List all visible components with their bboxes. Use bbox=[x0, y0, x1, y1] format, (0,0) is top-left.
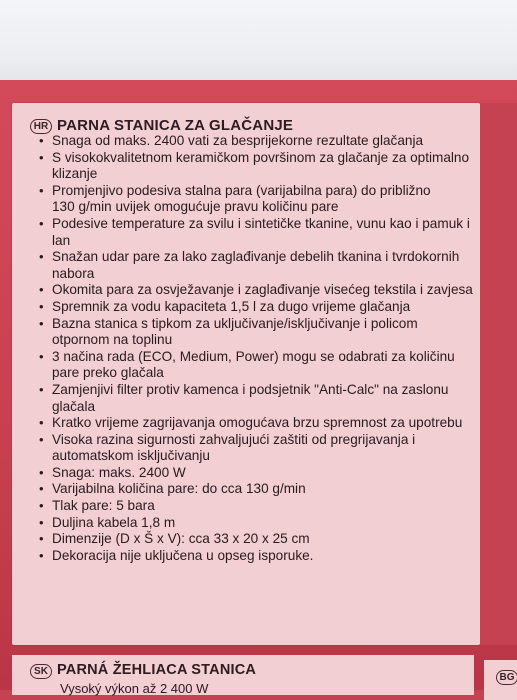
sk-section-title: PARNÁ ŽEHLIACA STANICA bbox=[57, 662, 257, 678]
list-item-line: pare preko glačala bbox=[52, 365, 164, 381]
list-item-line: lan bbox=[52, 232, 71, 248]
hr-language-badge: HR bbox=[30, 119, 52, 134]
bullet-icon: • bbox=[39, 215, 44, 231]
list-item-line: S visokokvalitetnom keramičkom površinom za glačanje za optimalno bbox=[52, 149, 470, 165]
bullet-icon: • bbox=[39, 531, 44, 547]
list-item bbox=[39, 498, 477, 515]
bullet-icon: • bbox=[39, 298, 44, 314]
list-item-line: Varijabilna količina pare: do cca 130 g/min bbox=[52, 481, 306, 497]
sk-language-badge: SK bbox=[30, 664, 52, 679]
list-item-line: automatskom isključivanju bbox=[52, 448, 210, 464]
list-item bbox=[39, 464, 477, 482]
list-item bbox=[39, 182, 477, 216]
list-item-line: Snaga: maks. 2400 W bbox=[52, 464, 186, 480]
red-divider-strip bbox=[480, 103, 517, 645]
list-item-line: Duljina kabela 1,8 m bbox=[52, 514, 176, 530]
list-item-line: 130 g/min uvijek omogućuje pravu količinu pare bbox=[52, 199, 339, 215]
hr-section-title: PARNA STANICA ZA GLAČANJE bbox=[57, 117, 294, 134]
list-item-line: Promjenjivo podesiva stalna para (varijabilna para) do približno bbox=[52, 182, 431, 198]
bullet-icon: • bbox=[39, 381, 44, 397]
list-item-line: Kratko vrijeme zagrijavanja omogućava brzu spremnost za upotrebu bbox=[52, 415, 463, 431]
bullet-icon: • bbox=[39, 282, 44, 298]
list-item-line: nabora bbox=[52, 265, 95, 281]
list-item bbox=[39, 298, 477, 316]
bullet-icon: • bbox=[39, 514, 44, 530]
list-item-line: Visoka razina sigurnosti zahvaljujući zaštiti od pregrijavanja i bbox=[52, 431, 416, 447]
list-item bbox=[39, 481, 477, 498]
list-item-line: Tlak pare: 5 bara bbox=[52, 498, 155, 514]
list-item-line: Dekoracija nije uključena u opseg isporuke. bbox=[52, 547, 314, 563]
list-item-line: Snažan udar pare za lako zaglađivanje debelih tkanina i tvrdokornih bbox=[52, 249, 460, 265]
bullet-icon: • bbox=[39, 464, 44, 480]
bullet-icon: • bbox=[39, 348, 44, 364]
sk-cut-line: Vysoký výkon až 2 400 W bbox=[60, 681, 209, 696]
bullet-icon: • bbox=[39, 182, 44, 198]
bullet-icon: • bbox=[39, 481, 44, 497]
list-item bbox=[39, 415, 477, 432]
bullet-icon: • bbox=[39, 149, 44, 165]
list-item bbox=[39, 315, 477, 349]
list-item-line: Snaga od maks. 2400 vati za besprijekorne rezultate glačanja bbox=[52, 133, 424, 148]
list-item-line: Spremnik za vodu kapaciteta 1,5 l za dugo vrijeme glačanja bbox=[52, 298, 411, 314]
list-item-line: otpornom na toplinu bbox=[52, 332, 173, 348]
bullet-icon: • bbox=[39, 431, 44, 447]
bg-language-badge: BG bbox=[496, 670, 517, 685]
list-item bbox=[39, 348, 477, 382]
list-item bbox=[39, 149, 477, 183]
list-item bbox=[39, 381, 477, 415]
list-item-line: Podesive temperature za svilu i sintetičke tkanine, vunu kao i pamuk i bbox=[52, 215, 470, 231]
bullet-icon: • bbox=[39, 547, 44, 563]
hr-feature-list bbox=[39, 133, 477, 564]
list-item bbox=[39, 431, 477, 465]
list-item-line: Bazna stanica s tipkom za uključivanje/isključivanje i policom bbox=[52, 315, 418, 331]
list-item-line: klizanje bbox=[52, 166, 98, 182]
list-item bbox=[39, 547, 477, 565]
white-background-top bbox=[0, 0, 517, 80]
list-item-line: Zamjenjivi filter protiv kamenca i podsjetnik "Anti-Calc" na zaslonu bbox=[52, 381, 449, 397]
bullet-icon: • bbox=[39, 249, 44, 265]
bullet-icon: • bbox=[39, 133, 44, 148]
list-item bbox=[39, 215, 477, 249]
list-item bbox=[39, 282, 477, 299]
list-item-line: 3 načina rada (ECO, Medium, Power) mogu se odabrati za količinu bbox=[52, 348, 455, 364]
list-item bbox=[39, 531, 477, 548]
list-item-line: Okomita para za osvježavanje i zaglađivanje visećeg tekstila i zavjesa bbox=[52, 282, 473, 298]
bullet-icon: • bbox=[39, 498, 44, 514]
bullet-icon: • bbox=[39, 315, 44, 331]
list-item bbox=[39, 249, 477, 282]
list-item-line: glačala bbox=[52, 398, 96, 414]
list-item bbox=[39, 514, 477, 532]
bullet-icon: • bbox=[39, 415, 44, 431]
list-item-line: Dimenzije (D x Š x V): cca 33 x 20 x 25 cm bbox=[52, 531, 310, 547]
list-item bbox=[39, 133, 477, 150]
